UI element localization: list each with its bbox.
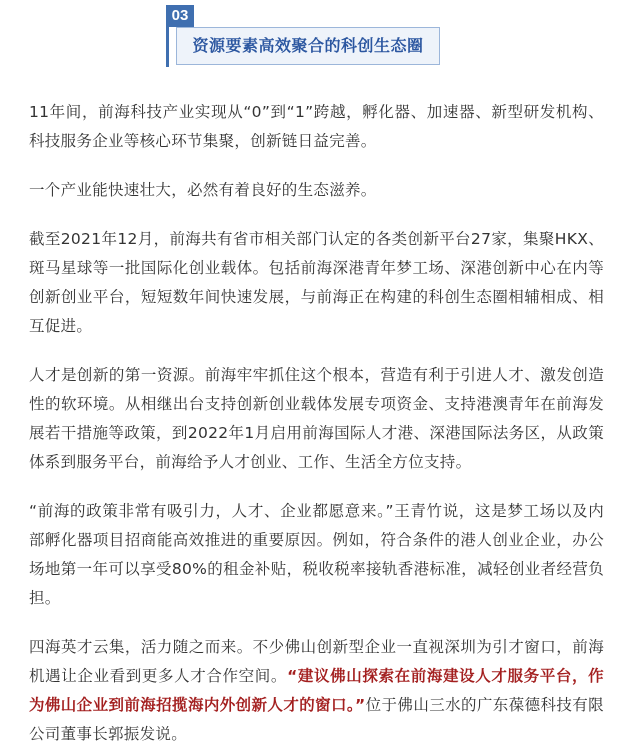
paragraph-6-attribution: 位于佛山三水的广东葆德科技有限公司董事长郭振发说。	[29, 696, 604, 743]
paragraph-2: 一个产业能快速壮大，必然有着良好的生态滋养。	[29, 181, 377, 199]
highlighted-quote: “建议佛山探索在前海建设人才服务平台，作为佛山企业到前海招揽海内外创新人才的窗口。”	[29, 667, 604, 714]
paragraph-5: “前海的政策非常有吸引力，人才、企业都愿意来。”王青竹说，这是梦工场以及内部孵化器项目招商能高效推进的重要原因。例如，符合条件的港人创业企业，办公场地第一年可以享受80%的租金补贴，税收税率接轨香港标准，减轻创业者经营负担。	[29, 502, 604, 607]
paragraph-4: 人才是创新的第一资源。前海牢牢抓住这个根本，营造有利于引进人才、激发创造性的软环境。从相继出台支持创新创业载体发展专项资金、支持港澳青年在前海发展若干措施等政策，到2022年1月启用前海国际人才港、深港国际法务区，从政策体系到服务平台，前海给予人才创业、工作、生活全方位支持。	[29, 366, 604, 471]
paragraph-6-lead: 四海英才云集，活力随之而来。不少佛山创新型企业一直视深圳为引才窗口，前海机遇让企业看到更多人才合作空间。	[29, 638, 604, 685]
section-number-badge: 03	[166, 5, 194, 27]
header-bracket-decoration	[166, 27, 169, 67]
paragraph-3: 截至2021年12月，前海共有省市相关部门认定的各类创新平台27家，集聚HKX、斑马星球等一批国际化创业载体。包括前海深港青年梦工场、深港创新中心在内等创新创业平台，短短数年间快速发展，与前海正在构建的科创生态圈相辅相成、相互促进。	[29, 230, 604, 335]
paragraph-1: 11年间，前海科技产业实现从“0”到“1”跨越，孵化器、加速器、新型研发机构、科技服务企业等核心环节集聚，创新链日益完善。	[29, 103, 604, 150]
paragraph-6	[29, 633, 604, 749]
article-body	[29, 98, 604, 749]
section-title: 资源要素高效聚合的科创生态圈	[176, 27, 440, 65]
section-header	[166, 5, 454, 67]
